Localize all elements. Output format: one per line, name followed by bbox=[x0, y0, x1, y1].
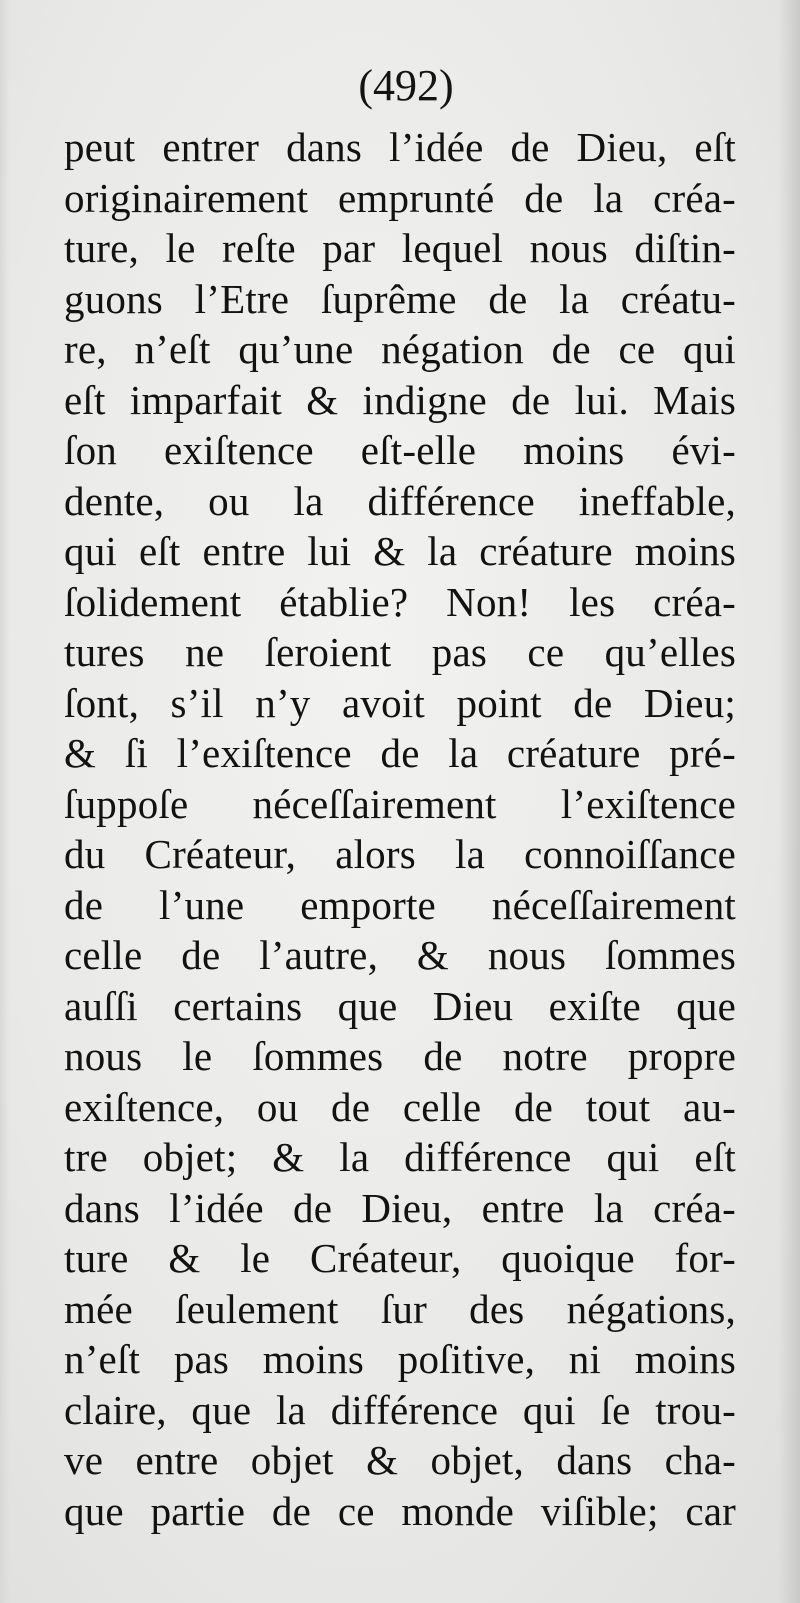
text-line: ſolidement établie? Non! les créa- bbox=[64, 578, 736, 625]
text-line: ſont, s’il n’y avoit point de Dieu; bbox=[64, 679, 736, 726]
text-line: n’eſt pas moins poſitive, ni moins bbox=[64, 1336, 736, 1382]
text-line: celle de l’autre, & nous ſommes bbox=[64, 932, 736, 978]
text-line: ture & le Créateur, quoique for- bbox=[64, 1235, 736, 1281]
page-left-edge-shadow bbox=[0, 0, 10, 1603]
text-line: ture, le reſte par lequel nous diſtin- bbox=[64, 225, 736, 271]
text-line: re, n’eſt qu’une négation de ce qui bbox=[64, 326, 736, 372]
text-line: eſt imparfait & indigne de lui. Mais bbox=[64, 376, 736, 423]
text-line: & ſi l’exiſtence de la créature pré- bbox=[64, 730, 736, 776]
text-line: que partie de ce monde viſible; car bbox=[64, 1487, 736, 1534]
text-line: qui eſt entre lui & la créature moins bbox=[64, 528, 736, 574]
page-right-edge-shadow bbox=[778, 0, 800, 1603]
text-line: mée ſeulement ſur des négations, bbox=[64, 1285, 736, 1332]
text-line: ſon exiſtence eſt-elle moins évi- bbox=[64, 427, 736, 473]
text-line: tures ne ſeroient pas ce qu’elles bbox=[64, 629, 736, 675]
page-number: (492) bbox=[358, 61, 454, 110]
text-line: ſuppoſe néceſſairement l’exiſtence bbox=[64, 780, 736, 827]
text-line: du Créateur, alors la connoiſſance bbox=[64, 831, 736, 877]
text-line: tre objet; & la différence qui eſt bbox=[64, 1134, 736, 1180]
body-text bbox=[64, 122, 736, 1536]
text-line: de l’une emporte néceſſairement bbox=[64, 881, 736, 928]
text-line: nous le ſommes de notre propre bbox=[64, 1033, 736, 1079]
text-line: dans l’idée de Dieu, entre la créa- bbox=[64, 1184, 736, 1231]
text-line: claire, que la différence qui ſe trou- bbox=[64, 1386, 736, 1433]
text-line: originairement emprunté de la créa- bbox=[64, 174, 736, 221]
text-line: exiſtence, ou de celle de tout au- bbox=[64, 1083, 736, 1130]
text-line: ve entre objet & objet, dans cha- bbox=[64, 1437, 736, 1483]
text-line: auſſi certains que Dieu exiſte que bbox=[64, 982, 736, 1029]
text-line: peut entrer dans l’idée de Dieu, eſt bbox=[64, 124, 736, 170]
text-line: guons l’Etre ſuprême de la créatu- bbox=[64, 275, 736, 322]
text-line: dente, ou la différence ineffable, bbox=[64, 477, 736, 524]
